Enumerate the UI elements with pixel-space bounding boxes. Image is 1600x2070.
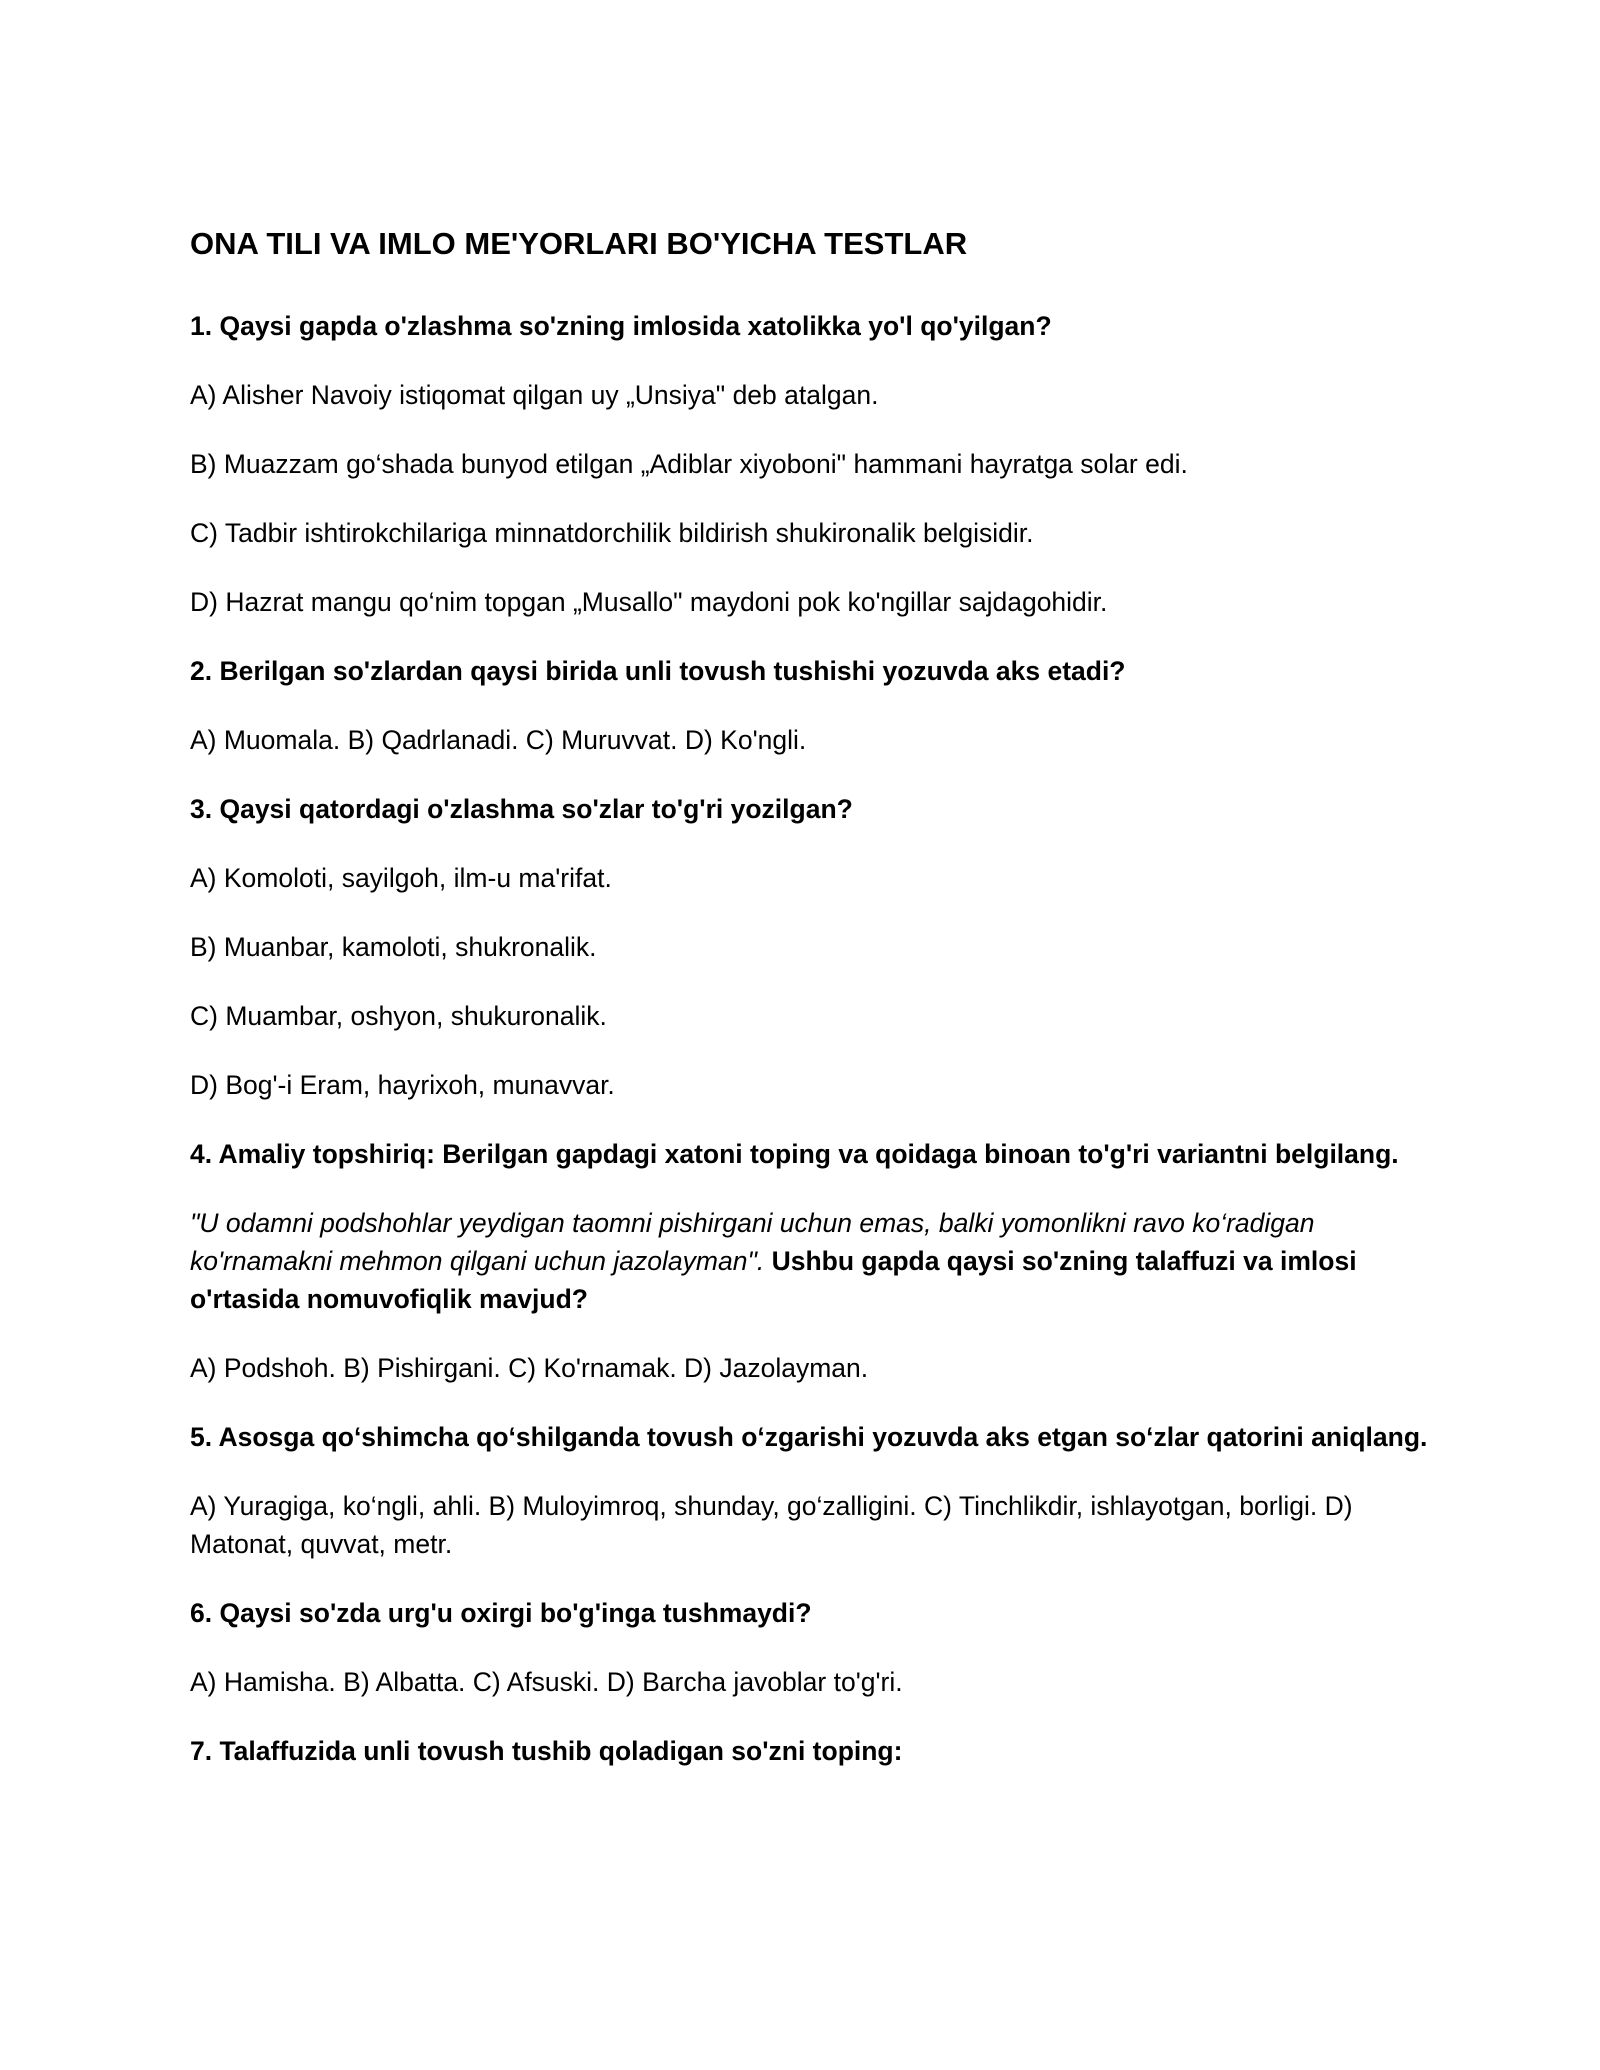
option-d: D) Bog'-i Eram, hayrixoh, munavvar.	[190, 1070, 615, 1100]
options-line: A) Yuragiga, ko‘ngli, ahli. B) Muloyimroq, shunday, go‘zalligini. C) Tinchlikdir, ishlayotgan, borligi. D) Matonat, quvvat, metr.	[190, 1491, 1353, 1559]
question-3	[190, 790, 1430, 1104]
options-line: A) Podshoh. B) Pishirgani. C) Ko'rnamak. D) Jazolayman.	[190, 1353, 869, 1383]
question-text: 7. Talaffuzida unli tovush tushib qoladigan so'zni toping:	[190, 1736, 903, 1766]
document-page	[190, 224, 1430, 1801]
option-a: A) Komoloti, sayilgoh, ilm-u ma'rifat.	[190, 863, 612, 893]
options-line: A) Hamisha. B) Albatta. C) Afsuski. D) Barcha javoblar to'g'ri.	[190, 1667, 903, 1697]
option-a: A) Alisher Navoiy istiqomat qilgan uy „Unsiya" deb atalgan.	[190, 380, 879, 410]
question-5	[190, 1418, 1430, 1563]
quote-paragraph	[190, 1204, 1430, 1318]
options-line: A) Muomala. B) Qadrlanadi. C) Muruvvat. D) Ko'ngli.	[190, 725, 807, 755]
question-text: 6. Qaysi so'zda urg'u oxirgi bo'g'inga tushmaydi?	[190, 1598, 812, 1628]
question-text: 1. Qaysi gapda o'zlashma so'zning imlosida xatolikka yo'l qo'yilgan?	[190, 311, 1052, 341]
option-c: C) Tadbir ishtirokchilariga minnatdorchilik bildirish shukironalik belgisidir.	[190, 518, 1034, 548]
document-title: ONA TILI VA IMLO ME'YORLARI BO'YICHA TESTLAR	[190, 226, 968, 261]
sub-question: Ushbu gapda qaysi so'zning talaffuzi va imlosi o'rtasida nomuvofiqlik mavjud?	[190, 1246, 1357, 1314]
option-b: B) Muazzam go‘shada bunyod etilgan „Adiblar xiyoboni" hammani hayratga solar edi.	[190, 449, 1188, 479]
question-text: 4. Amaliy topshiriq: Berilgan gapdagi xatoni toping va qoidaga binoan to'g'ri variantni belgilang.	[190, 1139, 1399, 1169]
question-text: 3. Qaysi qatordagi o'zlashma so'zlar to'g'ri yozilgan?	[190, 794, 853, 824]
question-4	[190, 1135, 1430, 1387]
question-text: 2. Berilgan so'zlardan qaysi birida unli tovush tushishi yozuvda aks etadi?	[190, 656, 1126, 686]
quoted-sentence: "U odamni podshohlar yeydigan taomni pishirgani uchun emas, balki yomonlikni ravo ko‘radigan ko'rnamakni mehmon qilgani uchun jazolayman".	[190, 1208, 1315, 1276]
option-b: B) Muanbar, kamoloti, shukronalik.	[190, 932, 597, 962]
option-c: C) Muambar, oshyon, shukuronalik.	[190, 1001, 607, 1031]
question-7	[190, 1732, 1430, 1770]
question-2	[190, 652, 1430, 759]
option-d: D) Hazrat mangu qo‘nim topgan „Musallo" maydoni pok ko'ngillar sajdagohidir.	[190, 587, 1108, 617]
question-text: 5. Asosga qo‘shimcha qo‘shilganda tovush o‘zgarishi yozuvda aks etgan so‘zlar qatorini aniqlang.	[190, 1422, 1428, 1452]
question-6	[190, 1594, 1430, 1701]
question-1	[190, 307, 1430, 621]
